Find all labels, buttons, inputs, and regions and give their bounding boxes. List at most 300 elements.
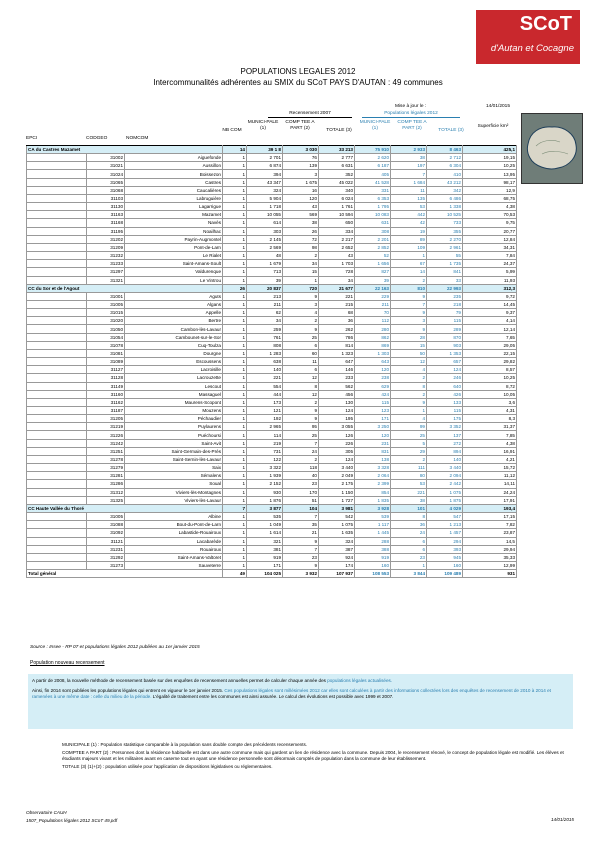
apart-2012-cell: 2 (391, 374, 427, 382)
total-2007-cell: 305 (319, 447, 355, 455)
apart-2012-cell: 53 (391, 203, 427, 211)
codgeo-cell: 31065 (87, 178, 125, 186)
footer-organization: Observatoire CAUH (26, 810, 67, 815)
header-muni2007: MUNICI-PALE (1) (247, 120, 279, 131)
muni-2007-cell: 39 (247, 276, 283, 284)
muni-2012-cell: 115 (355, 398, 391, 406)
total-2012-cell: 175 (427, 415, 463, 423)
codgeo-cell: 31281 (87, 472, 125, 480)
total-2012-cell: 140 (427, 455, 463, 463)
muni-2012-cell: 6 353 (355, 194, 391, 202)
nbcom-cell: 1 (223, 235, 247, 243)
apart-2007-cell: 95 (283, 423, 319, 431)
total-2007-cell: 3 055 (319, 423, 355, 431)
table-row (27, 333, 517, 341)
commune-name-cell: Lagarrigue (125, 203, 223, 211)
muni-2007-cell: 324 (247, 186, 283, 194)
muni-2012-cell: 405 (355, 170, 391, 178)
total-nbcom: 49 (223, 570, 247, 578)
table-row (27, 382, 517, 390)
muni-2007-cell: 121 (247, 407, 283, 415)
muni-2012-cell: 160 (355, 561, 391, 569)
epci-cell (27, 186, 87, 194)
total-2007-cell: 146 (319, 366, 355, 374)
muni-2012-cell: 231 (355, 439, 391, 447)
epci-cell (27, 407, 87, 415)
total-2007-cell: 2 175 (319, 480, 355, 488)
total-2007-cell: 647 (319, 358, 355, 366)
nbcom-cell: 1 (223, 178, 247, 186)
epci-cell (27, 178, 87, 186)
total-2007-cell: 728 (319, 268, 355, 276)
total-muni-2012: 108 553 (355, 570, 391, 578)
apart-2007-cell: 1 (283, 276, 319, 284)
muni-2007-cell: 303 (247, 227, 283, 235)
apart-2012-cell: 53 (391, 480, 427, 488)
total-2007-cell: 3 440 (319, 464, 355, 472)
nbcom-cell: 1 (223, 390, 247, 398)
apart-2007-cell: 9 (283, 415, 319, 423)
commune-name-cell: Lacrouzette (125, 374, 223, 382)
apart-2012-cell: 29 (391, 447, 427, 455)
codgeo-cell: 31279 (87, 464, 125, 472)
group-name: CC Haute Vallée du Thoré (27, 504, 223, 512)
muni-2012-cell: 120 (355, 366, 391, 374)
commune-name-cell: Boissezon (125, 170, 223, 178)
superficie-cell: 7,82 (463, 521, 517, 529)
codgeo-cell: 31278 (87, 455, 125, 463)
muni-2012-cell: 238 (355, 374, 391, 382)
codgeo-cell: 31251 (87, 447, 125, 455)
nbcom-cell: 1 (223, 561, 247, 569)
superficie-cell: 16,91 (463, 447, 517, 455)
muni-2012-cell: 6 187 (355, 162, 391, 170)
apart-2007-cell: 2 (283, 252, 319, 260)
apart-2012-cell: 1 (391, 252, 427, 260)
apart-2007-cell: 24 (283, 447, 319, 455)
codgeo-cell: 31219 (87, 423, 125, 431)
apart-2007-cell: 170 (283, 488, 319, 496)
total-2007-cell: 352 (319, 170, 355, 178)
muni-2007-cell: 614 (247, 219, 283, 227)
commune-name-cell: Le Rialet (125, 252, 223, 260)
muni-2012-cell: 1 117 (355, 521, 391, 529)
muni-2007-cell: 1 049 (247, 521, 283, 529)
commune-name-cell: Saint-Amans-Soult (125, 260, 223, 268)
apart-2007-cell: 21 (283, 529, 319, 537)
apart-2007-cell: 3 (283, 300, 319, 308)
muni-2012-cell: 862 (355, 333, 391, 341)
header-tot2007: TOTALE (3) (326, 128, 352, 133)
muni-2012-cell: 2 852 (355, 243, 391, 251)
explanation-p2-text: Ainsi, fin 2014 sont publiées les populations légales qui entrent en vigueur le 1er janvier 2015. (32, 688, 224, 693)
apart-2007-cell: 40 (283, 472, 319, 480)
codgeo-cell: 31187 (87, 407, 125, 415)
commune-name-cell: Mouzens (125, 407, 223, 415)
muni-2012-cell: 331 (355, 186, 391, 194)
muni-2007-cell: 1 614 (247, 529, 283, 537)
total-2007-cell: 233 (319, 374, 355, 382)
muni-2012-cell: 388 (355, 545, 391, 553)
muni-2007-cell: 1 939 (247, 472, 283, 480)
codgeo-cell: 31149 (87, 382, 125, 390)
apart-2007-cell: 23 (283, 553, 319, 561)
muni-2012-cell: 1 835 (355, 496, 391, 504)
nbcom-cell: 1 (223, 300, 247, 308)
epci-cell (27, 211, 87, 219)
apart-2007-cell: 2 (283, 398, 319, 406)
muni-2012-cell: 280 (355, 325, 391, 333)
table-row (27, 423, 517, 431)
nbcom-cell: 1 (223, 260, 247, 268)
apart-2012-cell: 24 (391, 529, 427, 537)
total-2012-cell: 55 (427, 252, 463, 260)
muni-2012-cell: 539 (355, 513, 391, 521)
apart-2012-cell: 28 (391, 333, 427, 341)
codgeo-cell: 31297 (87, 268, 125, 276)
population-table (26, 145, 517, 578)
muni-2012-cell: 3 328 (355, 464, 391, 472)
apart-2012-cell: 7 (391, 170, 427, 178)
commune-name-cell: Dourgne (125, 349, 223, 357)
page-subtitle: Intercommunalités adhérentes au SMIX du SCoT PAYS D'AUTAN : 49 communes (153, 78, 443, 87)
codgeo-cell: 31205 (87, 415, 125, 423)
epci-cell (27, 252, 87, 260)
commune-name-cell: Cambon-lès-Lavaur (125, 325, 223, 333)
total-2012-cell: 426 (427, 390, 463, 398)
commune-name-cell: Castres (125, 178, 223, 186)
apart-2012-cell: 14 (391, 268, 427, 276)
total-2012-cell: 1 875 (427, 496, 463, 504)
nbcom-cell: 1 (223, 464, 247, 472)
codgeo-cell: 31231 (87, 545, 125, 553)
codgeo-cell: 31233 (87, 260, 125, 268)
superficie-cell: 9,75 (463, 219, 517, 227)
table-row (27, 415, 517, 423)
commune-name-cell: Algans (125, 300, 223, 308)
apart-2007-cell: 9 (283, 561, 319, 569)
table-row (27, 178, 517, 186)
total-2012-cell: 3 440 (427, 464, 463, 472)
total-2012-cell: 160 (427, 561, 463, 569)
commune-name-cell: Puéchoursi (125, 431, 223, 439)
superficie-cell: 34,31 (463, 243, 517, 251)
total-2007-cell: 1 703 (319, 260, 355, 268)
footer-filename: 1507_Populations légales 2012 SCoT 49.pdf (26, 818, 118, 823)
epci-cell (27, 431, 87, 439)
muni-2012-cell: 2 620 (355, 154, 391, 162)
muni-2007-cell: 554 (247, 382, 283, 390)
apart-2007-cell: 15 (283, 268, 319, 276)
header-pop2012: Populations légales 2012 (362, 111, 460, 118)
codgeo-cell: 31321 (87, 276, 125, 284)
apart-2012-cell: 11 (391, 186, 427, 194)
header-apart2007: COMP TEE A PART (2) (285, 120, 315, 131)
nbcom-cell: 1 (223, 496, 247, 504)
total-2012-cell: 547 (427, 513, 463, 521)
total-2012-cell: 43 212 (427, 178, 463, 186)
muni-2007-cell: 173 (247, 398, 283, 406)
nbcom-cell: 1 (223, 398, 247, 406)
superficie-cell: 35,33 (463, 553, 517, 561)
apart-2007-cell: 8 (283, 382, 319, 390)
apart-2007-cell: 34 (283, 260, 319, 268)
superficie-cell: 14,11 (463, 480, 517, 488)
epci-cell (27, 325, 87, 333)
table-row (27, 341, 517, 349)
commune-name-cell: Mazamet (125, 211, 223, 219)
superficie-cell: 14,45 (463, 300, 517, 308)
logo-subtitle: d'Autan et Cocagne (490, 43, 574, 54)
commune-name-cell: Labruguière (125, 194, 223, 202)
table-row (27, 537, 517, 545)
nbcom-cell: 1 (223, 537, 247, 545)
apart-2007-cell: 38 (283, 219, 319, 227)
page-title: POPULATIONS LEGALES 2012 (240, 67, 356, 76)
codgeo-cell: 31078 (87, 341, 125, 349)
apart-2007-cell: 4 (283, 309, 319, 317)
nbcom-cell: 1 (223, 423, 247, 431)
group-name: CC du Sor et de l'Agout (27, 284, 223, 292)
commune-name-cell: Navès (125, 219, 223, 227)
group-total-2007: 3 981 (319, 504, 355, 512)
total-2012-cell: 393 (427, 545, 463, 553)
nbcom-cell: 1 (223, 521, 247, 529)
total-2007-cell: 1 761 (319, 203, 355, 211)
apart-2012-cell: 221 (391, 488, 427, 496)
apart-2012-cell: 4 (391, 366, 427, 374)
table-row (27, 268, 517, 276)
header-epci: EPCI (26, 136, 38, 141)
total-2012-cell: 272 (427, 439, 463, 447)
total-2007-cell: 45 022 (319, 178, 355, 186)
epci-cell (27, 455, 87, 463)
header-muni2012: MUNICI-PALE (1) (359, 120, 391, 131)
apart-2012-cell: 442 (391, 211, 427, 219)
codgeo-cell: 31092 (87, 529, 125, 537)
total-2012-cell: 10 525 (427, 211, 463, 219)
muni-2007-cell: 535 (247, 513, 283, 521)
codgeo-cell: 31128 (87, 374, 125, 382)
superficie-cell: 4,38 (463, 203, 517, 211)
total-2012-cell: 218 (427, 300, 463, 308)
apart-2012-cell: 9 (391, 325, 427, 333)
nbcom-cell: 1 (223, 252, 247, 260)
header-codgeo: CODGEO (86, 136, 108, 141)
commune-name-cell: Noailhac (125, 227, 223, 235)
total-2012-cell: 2 270 (427, 235, 463, 243)
total-2007-cell: 2 049 (319, 472, 355, 480)
muni-2007-cell: 381 (247, 545, 283, 553)
superficie-cell: 24,37 (463, 260, 517, 268)
table-row (27, 407, 517, 415)
table-row (27, 194, 517, 202)
nbcom-cell: 1 (223, 431, 247, 439)
total-2007-cell: 562 (319, 382, 355, 390)
codgeo-cell: 31103 (87, 194, 125, 202)
apart-2007-cell: 12 (283, 390, 319, 398)
codgeo-cell: 31226 (87, 431, 125, 439)
table-row (27, 366, 517, 374)
superficie-cell: 4,31 (463, 407, 517, 415)
muni-2012-cell: 424 (355, 390, 391, 398)
muni-2007-cell: 3 322 (247, 464, 283, 472)
table-row (27, 219, 517, 227)
nbcom-cell: 1 (223, 276, 247, 284)
epci-cell (27, 227, 87, 235)
apart-2007-cell: 6 (283, 341, 319, 349)
apart-2012-cell: 9 (391, 309, 427, 317)
codgeo-cell: 31168 (87, 219, 125, 227)
group-muni-2007: 3 877 (247, 504, 283, 512)
total-2007-cell: 68 (319, 309, 355, 317)
group-muni-2012: 3 928 (355, 504, 391, 512)
group-row (27, 284, 517, 292)
epci-cell (27, 366, 87, 374)
total-2012-cell: 124 (427, 366, 463, 374)
total-apart-2007: 3 932 (283, 570, 319, 578)
muni-2007-cell: 114 (247, 431, 283, 439)
commune-name-cell: Saint-Germain-des-Prés (125, 447, 223, 455)
total-2007-cell: 6 631 (319, 162, 355, 170)
codgeo-cell: 31273 (87, 561, 125, 569)
group-apart-2012: 2 933 (391, 146, 427, 154)
muni-2007-cell: 219 (247, 439, 283, 447)
commune-name-cell: Saint-Sernin-lès-Lavaur (125, 455, 223, 463)
total-2012-cell: 133 (427, 398, 463, 406)
header-superficie: Superficie km² (477, 124, 509, 129)
epci-cell (27, 521, 87, 529)
codgeo-cell: 31163 (87, 211, 125, 219)
apart-2007-cell: 7 (283, 439, 319, 447)
muni-2007-cell: 731 (247, 447, 283, 455)
muni-2012-cell: 41 528 (355, 178, 391, 186)
epci-cell (27, 276, 87, 284)
total-2012-cell: 903 (427, 341, 463, 349)
epci-cell (27, 292, 87, 300)
total-2007-cell: 1 323 (319, 349, 355, 357)
explanation-p2-highlight: Ces populations légales sont millésimées 2012 car elles sont calculées à partir des informations collectées lors des enquêtes de recensement de 2010 à 2014 et ramenées à une même date : celle du milieu de la période. (32, 688, 551, 699)
group-apart-2007: 720 (283, 284, 319, 292)
total-2007-cell: 786 (319, 333, 355, 341)
muni-2007-cell: 713 (247, 268, 283, 276)
apart-2007-cell: 23 (283, 480, 319, 488)
group-apart-2012: 810 (391, 284, 427, 292)
commune-name-cell: Caucalières (125, 186, 223, 194)
codgeo-cell: 31020 (87, 317, 125, 325)
table-row (27, 186, 517, 194)
muni-2007-cell: 919 (247, 553, 283, 561)
total-2012-cell: 33 (427, 276, 463, 284)
commune-name-cell: Appelle (125, 309, 223, 317)
epci-cell (27, 333, 87, 341)
group-muni-2012: 22 163 (355, 284, 391, 292)
total-2007-cell: 334 (319, 227, 355, 235)
epci-cell (27, 390, 87, 398)
total-row (27, 570, 517, 578)
nbcom-cell: 1 (223, 415, 247, 423)
nbcom-cell: 1 (223, 194, 247, 202)
codgeo-cell: 31325 (87, 496, 125, 504)
codgeo-cell: 31127 (87, 366, 125, 374)
nbcom-cell: 1 (223, 545, 247, 553)
commune-name-cell: Saint-Avit (125, 439, 223, 447)
codgeo-cell: 31121 (87, 537, 125, 545)
table-row (27, 300, 517, 308)
commune-name-cell: Pont-de-Larn (125, 243, 223, 251)
commune-name-cell: Puylaurens (125, 423, 223, 431)
apart-2007-cell: 118 (283, 464, 319, 472)
muni-2012-cell: 2 399 (355, 480, 391, 488)
apart-2012-cell: 99 (391, 423, 427, 431)
epci-cell (27, 300, 87, 308)
commune-name-cell: Albine (125, 513, 223, 521)
group-apart-2012: 101 (391, 504, 427, 512)
muni-2012-cell: 120 (355, 431, 391, 439)
table-row (27, 521, 517, 529)
epci-cell (27, 260, 87, 268)
superficie-cell: 98,17 (463, 178, 517, 186)
muni-2007-cell: 221 (247, 374, 283, 382)
section-title: Population nouveau recensement (30, 660, 105, 666)
nbcom-cell: 1 (223, 309, 247, 317)
total-2012-cell: 3 352 (427, 423, 463, 431)
table-row (27, 553, 517, 561)
muni-2012-cell: 854 (355, 488, 391, 496)
superficie-cell: 4,21 (463, 455, 517, 463)
epci-cell (27, 235, 87, 243)
codgeo-cell: 31292 (87, 553, 125, 561)
table-row (27, 276, 517, 284)
superficie-cell: 70,53 (463, 211, 517, 219)
muni-2007-cell: 5 904 (247, 194, 283, 202)
apart-2007-cell: 9 (283, 292, 319, 300)
muni-2007-cell: 321 (247, 537, 283, 545)
total-muni-2007: 104 025 (247, 570, 283, 578)
epci-cell (27, 358, 87, 366)
superficie-cell: 68,75 (463, 194, 517, 202)
superficie-cell: 4,14 (463, 317, 517, 325)
total-2012-cell: 2 094 (427, 472, 463, 480)
codgeo-cell: 31015 (87, 309, 125, 317)
superficie-cell: 22,15 (463, 349, 517, 357)
total-2012-cell: 1 338 (427, 203, 463, 211)
group-total-2012: 22 993 (427, 284, 463, 292)
definition-totale: TOTALE (3) (1)+(2) : population utilisée pour l'application de dispositions législatives ou réglementaires. (62, 764, 273, 769)
muni-2007-cell: 2 152 (247, 480, 283, 488)
nbcom-cell: 1 (223, 455, 247, 463)
total-2012-cell: 1 457 (427, 529, 463, 537)
total-2012-cell: 657 (427, 358, 463, 366)
total-2012-cell: 410 (427, 170, 463, 178)
nbcom-cell: 1 (223, 203, 247, 211)
superficie-cell: 13,95 (463, 170, 517, 178)
muni-2007-cell: 48 (247, 252, 283, 260)
apart-2012-cell: 12 (391, 358, 427, 366)
apart-2012-cell: 19 (391, 227, 427, 235)
epci-cell (27, 374, 87, 382)
superficie-cell: 8,57 (463, 366, 517, 374)
group-nbcom: 26 (223, 284, 247, 292)
superficie-cell: 24,24 (463, 488, 517, 496)
apart-2007-cell: 51 (283, 496, 319, 504)
nbcom-cell: 1 (223, 333, 247, 341)
apart-2007-cell: 9 (283, 407, 319, 415)
nbcom-cell: 1 (223, 227, 247, 235)
table-row (27, 162, 517, 170)
muni-2012-cell: 2 201 (355, 235, 391, 243)
table-row (27, 260, 517, 268)
